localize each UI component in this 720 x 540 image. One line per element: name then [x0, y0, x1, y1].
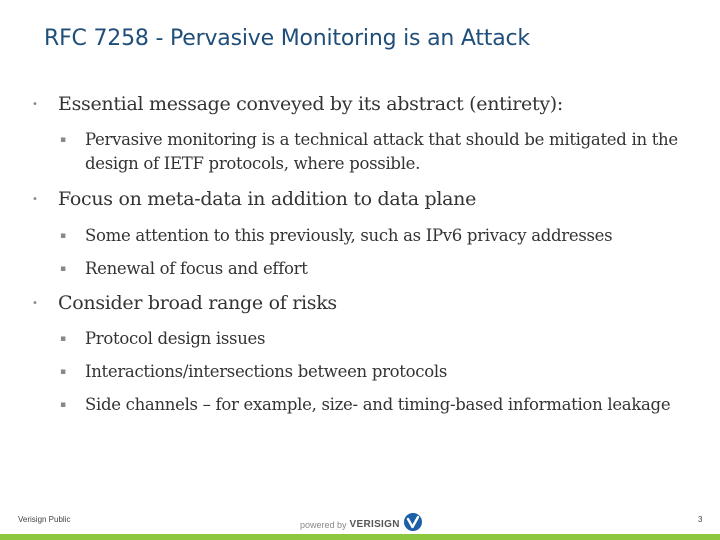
slide-title: RFC 7258 - Pervasive Monitoring is an Attack — [44, 26, 530, 51]
bullet-marker: • — [32, 99, 38, 110]
sub-bullet-text: Renewal of focus and effort — [85, 259, 308, 278]
bullet-text: Focus on meta-data in addition to data plane — [58, 188, 477, 210]
sub-bullet-text: Side channels – for example, size- and timing-based information leakage — [85, 395, 671, 414]
powered-by-text: powered by — [300, 519, 347, 530]
sub-bullet-item — [60, 257, 680, 281]
bullet-text: Consider broad range of risks — [58, 292, 337, 314]
brand-name: VERISIGN — [349, 519, 400, 530]
sub-bullet-text: Some attention to this previously, such as IPv6 privacy addresses — [85, 226, 613, 245]
footer-accent-bar — [0, 534, 720, 540]
sub-bullet-marker: ▪ — [60, 334, 67, 344]
sub-bullet-item — [60, 393, 680, 417]
sub-bullet-marker: ▪ — [60, 264, 67, 274]
sub-bullet-item — [60, 224, 680, 248]
page-number: 3 — [698, 515, 703, 524]
sub-bullet-item — [60, 128, 680, 176]
sub-bullet-item — [60, 360, 680, 384]
sub-bullet-marker: ▪ — [60, 231, 67, 241]
footer-classification: Verisign Public — [18, 515, 71, 524]
sub-bullet-text: Pervasive monitoring is a technical attack that should be mitigated in the design of IETF protocols, where possible. — [85, 130, 678, 173]
bullet-text: Essential message conveyed by its abstract (entirety): — [58, 93, 563, 115]
sub-bullet-item — [60, 327, 680, 351]
sub-bullet-text: Protocol design issues — [85, 329, 266, 348]
bullet-marker: • — [32, 298, 38, 309]
sub-bullet-text: Interactions/intersections between protocols — [85, 362, 447, 381]
sub-bullet-marker: ▪ — [60, 367, 67, 377]
bullet-marker: • — [32, 194, 38, 205]
sub-bullet-marker: ▪ — [60, 135, 67, 145]
sub-bullet-marker: ▪ — [60, 400, 67, 410]
